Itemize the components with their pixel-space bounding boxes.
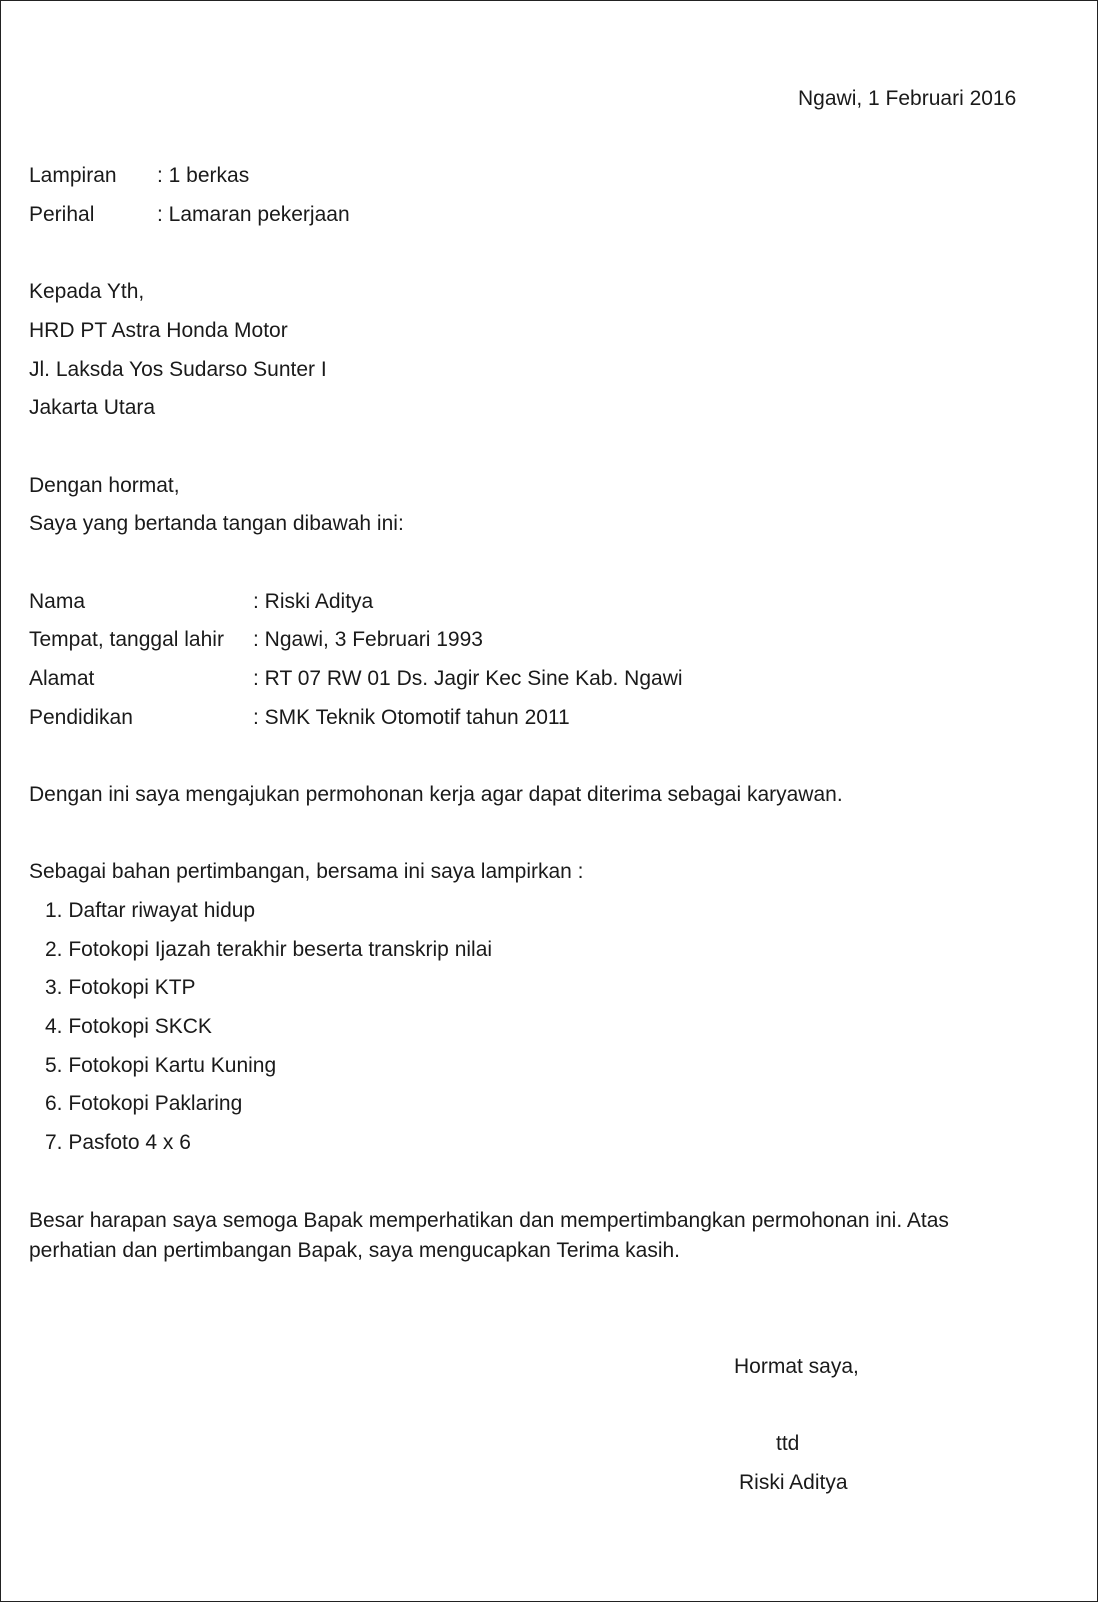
list-item: 7. Pasfoto 4 x 6 [45, 1131, 191, 1154]
list-item: 3. Fotokopi KTP [45, 976, 196, 999]
lampiran-label: Lampiran [29, 164, 117, 187]
signature-mark: ttd [776, 1432, 800, 1455]
list-item: 6. Fotokopi Paklaring [45, 1092, 243, 1115]
pendidikan-label: Pendidikan [29, 706, 133, 729]
closing-paragraph-line: perhatian dan pertimbangan Bapak, saya mengucapkan Terima kasih. [29, 1239, 681, 1262]
nama-value: : Riski Aditya [253, 590, 374, 613]
recipient-line: Kepada Yth, [29, 280, 145, 303]
pendidikan-value: : SMK Teknik Otomotif tahun 2011 [253, 706, 570, 729]
list-item: 5. Fotokopi Kartu Kuning [45, 1054, 277, 1077]
recipient-line: Jakarta Utara [29, 396, 156, 419]
alamat-value: : RT 07 RW 01 Ds. Jagir Kec Sine Kab. Ngawi [253, 667, 683, 690]
signature-name: Riski Aditya [739, 1471, 848, 1494]
attachments-intro: Sebagai bahan pertimbangan, bersama ini saya lampirkan : [29, 860, 584, 883]
intro: Saya yang bertanda tangan dibawah ini: [29, 512, 404, 535]
signature-salutation: Hormat saya, [734, 1355, 859, 1378]
recipient-line: HRD PT Astra Honda Motor [29, 319, 288, 342]
alamat-row [29, 659, 683, 698]
lampiran-row [29, 156, 249, 195]
ttl-value: : Ngawi, 3 Februari 1993 [253, 628, 483, 651]
ttl-label: Tempat, tanggal lahir [29, 628, 224, 651]
letter-date: Ngawi, 1 Februari 2016 [798, 87, 1017, 110]
list-item: 4. Fotokopi SKCK [45, 1015, 212, 1038]
request-sentence: Dengan ini saya mengajukan permohonan kerja agar dapat diterima sebagai karyawan. [29, 783, 843, 806]
perihal-label: Perihal [29, 203, 95, 226]
nama-label: Nama [29, 590, 86, 613]
list-item: 1. Daftar riwayat hidup [45, 899, 256, 922]
ttl-row [29, 620, 483, 659]
alamat-label: Alamat [29, 667, 95, 690]
perihal-value: : Lamaran pekerjaan [157, 203, 350, 226]
pendidikan-row [29, 698, 570, 737]
list-item: 2. Fotokopi Ijazah terakhir beserta transkrip nilai [45, 938, 493, 961]
perihal-row [29, 195, 350, 234]
recipient-line: Jl. Laksda Yos Sudarso Sunter I [29, 358, 327, 381]
lampiran-value: : 1 berkas [157, 164, 250, 187]
nama-row [29, 582, 373, 621]
greeting: Dengan hormat, [29, 474, 180, 497]
closing-paragraph-line: Besar harapan saya semoga Bapak memperhatikan dan mempertimbangkan permohonan ini. Atas [29, 1209, 949, 1232]
